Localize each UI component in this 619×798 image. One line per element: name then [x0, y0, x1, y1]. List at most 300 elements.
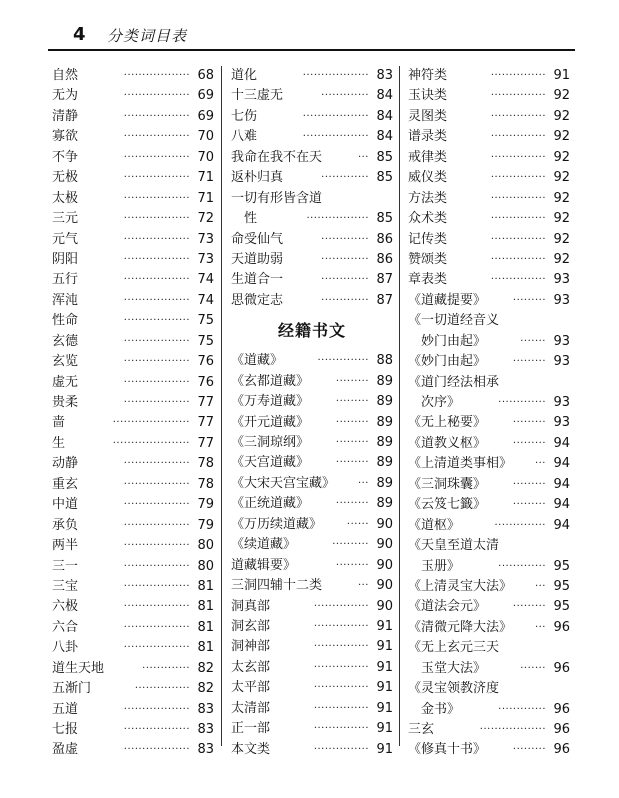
index-entry — [408, 127, 570, 147]
entry-page-number: 96 — [553, 660, 570, 676]
entry-page-number: 77 — [197, 395, 214, 410]
entry-term: 七伤 — [231, 108, 258, 124]
leader-dots: ········· — [512, 744, 546, 756]
entry-term: 洞真部 — [231, 598, 271, 614]
index-entry — [231, 740, 393, 760]
entry-page-number: 91 — [376, 639, 393, 655]
index-entry — [231, 617, 393, 637]
entry-page-number: 94 — [553, 476, 570, 492]
index-entry — [408, 107, 570, 127]
entry-term: 命受仙气 — [231, 231, 284, 247]
index-entry — [52, 373, 214, 393]
entry-page-number: 91 — [376, 659, 393, 675]
entry-page-number: 93 — [553, 292, 570, 308]
entry-page-number: 69 — [197, 88, 214, 104]
entry-term: 谱录类 — [408, 129, 448, 145]
entry-page-number: 90 — [376, 537, 393, 553]
leader-dots: ········· — [335, 416, 369, 428]
entry-term: 正一部 — [231, 721, 271, 737]
entry-page-number: 69 — [197, 108, 214, 124]
entry-term: 《三洞珠囊》 — [408, 476, 487, 492]
entry-page-number: 89 — [376, 496, 393, 512]
entry-page-number: 93 — [553, 354, 570, 370]
entry-page-number: 92 — [553, 170, 570, 186]
entry-page-number: 82 — [197, 681, 214, 697]
entry-term: 性命 — [52, 313, 79, 329]
leader-dots: ·················· — [123, 519, 190, 531]
entry-term: 三洞四辅十二类 — [231, 578, 323, 594]
entry-term: 太清部 — [231, 700, 271, 716]
entry-term: 三宝 — [52, 578, 79, 594]
leader-dots: ··············· — [313, 723, 369, 735]
entry-page-number: 76 — [197, 374, 214, 390]
index-entry — [231, 351, 393, 371]
index-entry — [408, 659, 570, 679]
index-entry — [231, 189, 393, 209]
entry-term: 《续道藏》 — [231, 537, 297, 553]
entry-page-number: 70 — [197, 129, 214, 145]
entry-page-number: 91 — [553, 68, 570, 83]
entry-page-number: 96 — [553, 722, 570, 737]
index-entry — [52, 618, 214, 638]
entry-term: 《妙门由起》 — [408, 354, 487, 370]
entry-page-number: 72 — [197, 211, 214, 227]
entry-page-number: 87 — [376, 292, 393, 308]
entry-term: 《开元道藏》 — [231, 414, 310, 430]
entry-term: 《清微元降大法》 — [408, 619, 513, 635]
entry-page-number: 83 — [197, 742, 214, 758]
leader-dots: ············· — [321, 90, 369, 102]
index-entry — [231, 250, 393, 270]
entry-page-number: 71 — [197, 170, 214, 186]
index-entry — [408, 311, 570, 331]
entry-term: 次序》 — [408, 395, 461, 410]
index-entry — [52, 434, 214, 454]
index-entry — [408, 434, 570, 454]
entry-page-number: 94 — [553, 517, 570, 533]
index-entry — [231, 453, 393, 473]
entry-term: 玄德 — [52, 333, 79, 349]
entry-term: 道生天地 — [52, 660, 105, 676]
entry-page-number: 92 — [553, 108, 570, 124]
entry-page-number: 70 — [197, 149, 214, 165]
leader-dots: ··············· — [490, 151, 546, 163]
index-entry — [408, 148, 570, 168]
index-entry — [408, 557, 570, 577]
entry-term: 三玄 — [408, 722, 435, 737]
entry-term: 贵柔 — [52, 395, 79, 410]
entry-page-number: 90 — [376, 516, 393, 532]
entry-page-number: 81 — [197, 640, 214, 656]
leader-dots: ·················· — [123, 540, 190, 552]
leader-dots: ··············· — [490, 274, 546, 286]
entry-page-number: 81 — [197, 619, 214, 635]
leader-dots: ·················· — [123, 253, 190, 265]
index-entry — [52, 638, 214, 658]
entry-term: 太玄部 — [231, 659, 271, 675]
index-entry — [231, 719, 393, 739]
entry-page-number: 90 — [376, 578, 393, 594]
leader-dots: ····················· — [112, 437, 190, 449]
entry-page-number: 89 — [376, 394, 393, 410]
entry-term: 《三洞琼纲》 — [231, 435, 310, 450]
entry-term: 六合 — [52, 619, 79, 635]
entry-term: 《道藏提要》 — [408, 292, 487, 308]
entry-page-number: 82 — [197, 660, 214, 676]
entry-term: 生道合一 — [231, 272, 284, 288]
leader-dots: ············· — [498, 703, 546, 715]
index-entry — [231, 127, 393, 147]
entry-page-number: 92 — [553, 129, 570, 145]
entry-term: 重玄 — [52, 476, 79, 492]
header-rule — [48, 49, 575, 51]
entry-page-number: 79 — [197, 517, 214, 533]
index-entry — [231, 597, 393, 617]
entry-term: 虚无 — [52, 374, 79, 390]
index-entry — [52, 516, 214, 536]
entry-term: 众术类 — [408, 211, 448, 227]
entry-term: 五道 — [52, 701, 79, 717]
index-entry — [231, 494, 393, 514]
entry-term: 两半 — [52, 538, 79, 554]
entry-page-number: 89 — [376, 373, 393, 389]
leader-dots: ············· — [321, 233, 369, 245]
entry-page-number: 85 — [376, 170, 393, 186]
index-entry — [52, 557, 214, 577]
index-entry — [52, 720, 214, 740]
entry-term: 盈虚 — [52, 742, 79, 758]
index-entry — [408, 454, 570, 474]
entry-page-number: 94 — [553, 497, 570, 513]
page-header — [55, 22, 575, 48]
leader-dots: ······· — [520, 662, 546, 674]
leader-dots: ··· — [357, 151, 369, 163]
leader-dots: ········· — [335, 457, 369, 469]
entry-term: 威仪类 — [408, 170, 448, 186]
index-entry — [408, 679, 570, 699]
entry-term: 玉诀类 — [408, 88, 448, 104]
leader-dots: ········· — [335, 375, 369, 387]
entry-page-number: 92 — [553, 251, 570, 267]
index-entry — [52, 597, 214, 617]
leader-dots: ·················· — [123, 458, 190, 470]
entry-term: 清静 — [52, 108, 79, 124]
leader-dots: ··············· — [490, 131, 546, 143]
entry-term: 玉堂大法》 — [408, 660, 487, 676]
index-entry — [231, 392, 393, 412]
index-entry — [231, 658, 393, 678]
index-entry — [52, 475, 214, 495]
index-entry — [408, 291, 570, 311]
entry-term: 《无上秘要》 — [408, 415, 487, 431]
entry-page-number: 85 — [376, 211, 393, 227]
index-entry — [52, 107, 214, 127]
index-entry — [408, 86, 570, 106]
index-entry — [231, 291, 393, 311]
index-entry — [231, 515, 393, 535]
entry-term: 道化 — [231, 68, 258, 83]
leader-dots: ··· — [357, 580, 369, 592]
entry-term: 章表类 — [408, 272, 448, 288]
leader-dots: ·················· — [123, 642, 190, 654]
entry-term: 《万寿道藏》 — [231, 394, 310, 410]
leader-dots: ·················· — [123, 376, 190, 388]
leader-dots: ············· — [321, 253, 369, 265]
entry-term: 动静 — [52, 456, 79, 472]
entry-term: 不争 — [52, 149, 79, 165]
index-entry — [52, 413, 214, 433]
leader-dots: ·········· — [332, 539, 369, 551]
leader-dots: ·················· — [123, 356, 190, 368]
entry-page-number: 96 — [553, 742, 570, 758]
entry-term: 《道枢》 — [408, 517, 461, 533]
leader-dots: ·················· — [302, 70, 369, 81]
entry-page-number: 91 — [376, 680, 393, 696]
index-entry — [408, 393, 570, 413]
index-entry — [408, 536, 570, 556]
entry-page-number: 83 — [197, 722, 214, 737]
leader-dots: ·················· — [123, 233, 190, 245]
entry-term: 七报 — [52, 722, 79, 737]
leader-dots: ········· — [335, 559, 369, 571]
entry-page-number: 91 — [376, 700, 393, 716]
index-entry — [52, 66, 214, 86]
leader-dots: ·················· — [123, 499, 190, 511]
leader-dots: ·············· — [494, 519, 546, 531]
index-entry — [52, 86, 214, 106]
index-entry — [408, 597, 570, 617]
entry-term: 寡欲 — [52, 129, 79, 145]
entry-page-number: 92 — [553, 231, 570, 247]
entry-page-number: 85 — [376, 149, 393, 165]
leader-dots: ··· — [357, 477, 369, 489]
leader-dots: ··············· — [313, 702, 369, 714]
entry-term: 八难 — [231, 129, 258, 145]
entry-term: 承负 — [52, 517, 79, 533]
index-entry — [408, 720, 570, 740]
index-entry — [231, 270, 393, 290]
entry-page-number: 94 — [553, 435, 570, 451]
index-entry — [408, 740, 570, 760]
index-entry — [231, 556, 393, 576]
entry-term: 《云笈七籤》 — [408, 497, 487, 513]
index-entry — [52, 291, 214, 311]
leader-dots: ·················· — [123, 213, 190, 225]
entry-page-number: 81 — [197, 599, 214, 615]
index-entry — [408, 209, 570, 229]
leader-dots: ··············· — [134, 683, 190, 695]
entry-page-number: 91 — [376, 741, 393, 757]
index-entry — [408, 168, 570, 188]
index-entry — [52, 393, 214, 413]
leader-dots: ··············· — [490, 233, 546, 245]
entry-term: 思微定志 — [231, 292, 284, 308]
leader-dots: ··· — [534, 621, 546, 633]
entry-page-number: 71 — [197, 190, 214, 206]
index-entry — [231, 576, 393, 596]
index-entry — [231, 86, 393, 106]
index-entry — [231, 678, 393, 698]
entry-page-number: 76 — [197, 354, 214, 370]
entry-page-number: 86 — [376, 231, 393, 247]
index-entry — [408, 577, 570, 597]
entry-term: 《道法会元》 — [408, 599, 487, 615]
leader-dots: ·················· — [123, 621, 190, 633]
leader-dots: ··············· — [490, 213, 546, 225]
index-entry — [408, 413, 570, 433]
index-entry — [52, 209, 214, 229]
index-entry — [408, 495, 570, 515]
entry-term: 《天皇至道太清 — [408, 538, 500, 554]
leader-dots: ·················· — [123, 294, 190, 306]
leader-dots: ··············· — [313, 620, 369, 632]
leader-dots: ··············· — [490, 192, 546, 204]
leader-dots: ········· — [512, 601, 546, 613]
index-entry — [52, 659, 214, 679]
entry-page-number: 84 — [376, 129, 393, 145]
entry-term: 无极 — [52, 170, 79, 186]
entry-page-number: 74 — [197, 292, 214, 308]
entry-term: 《大宋天宫宝藏》 — [231, 475, 336, 491]
index-entry — [408, 332, 570, 352]
entry-term: 生 — [52, 435, 66, 451]
entry-page-number: 89 — [376, 435, 393, 450]
entry-page-number: 77 — [197, 415, 214, 431]
leader-dots: ········· — [512, 499, 546, 511]
index-entry — [52, 148, 214, 168]
entry-term: 八卦 — [52, 640, 79, 656]
index-entry — [231, 433, 393, 453]
index-entry — [231, 148, 393, 168]
leader-dots: ·················· — [123, 70, 190, 81]
leader-dots: ··· — [534, 458, 546, 470]
entry-page-number: 84 — [376, 88, 393, 104]
entry-page-number: 92 — [553, 211, 570, 227]
index-entry — [52, 189, 214, 209]
index-entry — [408, 189, 570, 209]
leader-dots: ············· — [321, 294, 369, 306]
index-entry — [231, 699, 393, 719]
entry-term: 返朴归真 — [231, 170, 284, 186]
entry-term: 性 — [231, 211, 258, 227]
index-entry — [52, 700, 214, 720]
entry-page-number: 92 — [553, 88, 570, 104]
index-entry — [408, 475, 570, 495]
entry-term: 自然 — [52, 68, 79, 83]
entry-page-number: 93 — [553, 272, 570, 288]
leader-dots: ··· — [534, 580, 546, 592]
entry-term: 道藏辑要》 — [231, 557, 297, 573]
section-heading: 经籍书文 — [277, 321, 346, 341]
entry-page-number: 74 — [197, 272, 214, 288]
leader-dots: ········· — [335, 396, 369, 408]
entry-term: 赞颂类 — [408, 251, 448, 267]
entry-page-number: 79 — [197, 497, 214, 513]
leader-dots: ·················· — [123, 131, 190, 143]
leader-dots: ·················· — [123, 192, 190, 204]
leader-dots: ·················· — [123, 744, 190, 756]
index-entry — [52, 577, 214, 597]
entry-term: 《灵宝领教济度 — [408, 681, 500, 697]
entry-term: 妙门由起》 — [408, 333, 487, 349]
leader-dots: ·················· — [123, 315, 190, 327]
entry-page-number: 83 — [197, 701, 214, 717]
leader-dots: ··············· — [313, 682, 369, 694]
index-column-2 — [231, 66, 393, 760]
leader-dots: ········· — [512, 478, 546, 490]
leader-dots: ·················· — [123, 335, 190, 347]
entry-term: 五渐门 — [52, 681, 92, 697]
entry-page-number: 83 — [376, 68, 393, 83]
entry-page-number: 95 — [553, 578, 570, 594]
column-divider — [221, 66, 222, 746]
entry-term: 太平部 — [231, 680, 271, 696]
entry-term: 方法类 — [408, 190, 448, 206]
index-entry — [408, 373, 570, 393]
index-entry — [408, 66, 570, 86]
entry-term: 《玄都道藏》 — [231, 373, 310, 389]
entry-term: 《天宫道藏》 — [231, 455, 310, 471]
entry-term: 戒律类 — [408, 149, 448, 165]
index-entry — [231, 107, 393, 127]
entry-term: 本文类 — [231, 741, 271, 757]
index-entry — [231, 637, 393, 657]
entry-page-number: 80 — [197, 538, 214, 554]
entry-page-number: 68 — [197, 68, 214, 83]
entry-page-number: 75 — [197, 313, 214, 329]
entry-page-number: 90 — [376, 557, 393, 573]
leader-dots: ·················· — [123, 274, 190, 286]
leader-dots: ················· — [306, 213, 369, 225]
entry-page-number: 95 — [553, 558, 570, 574]
column-divider — [399, 66, 400, 746]
index-entry — [52, 352, 214, 372]
index-entry — [231, 535, 393, 555]
entry-term: 《无上玄元三天 — [408, 640, 500, 656]
leader-dots: ············· — [321, 172, 369, 184]
leader-dots: ········· — [335, 498, 369, 510]
leader-dots: ·················· — [123, 580, 190, 592]
leader-dots: ··············· — [490, 90, 546, 102]
index-entry — [231, 66, 393, 86]
entry-term: 无为 — [52, 88, 79, 104]
leader-dots: ·················· — [479, 724, 546, 735]
leader-dots: ·················· — [123, 560, 190, 572]
index-entry — [52, 250, 214, 270]
index-entry — [408, 230, 570, 250]
entry-page-number: 87 — [376, 272, 393, 288]
entry-term: 我命在我不在天 — [231, 149, 323, 165]
entry-page-number: 91 — [376, 618, 393, 634]
leader-dots: ········· — [512, 356, 546, 368]
leader-dots: ··············· — [490, 253, 546, 265]
leader-dots: ·················· — [123, 172, 190, 184]
index-entry — [231, 209, 393, 229]
leader-dots: ········· — [335, 437, 369, 448]
entry-term: 阴阳 — [52, 251, 79, 267]
entry-term: 《修真十书》 — [408, 742, 487, 758]
entry-term: 玉册》 — [408, 558, 461, 574]
entry-page-number: 89 — [376, 455, 393, 471]
entry-term: 十三虚无 — [231, 88, 284, 104]
leader-dots: ·················· — [302, 110, 369, 122]
index-entry — [231, 413, 393, 433]
leader-dots: ······ — [346, 518, 369, 530]
entry-term: 灵图类 — [408, 108, 448, 124]
entry-term: 天道助弱 — [231, 251, 284, 267]
entry-page-number: 96 — [553, 619, 570, 635]
page-title: 分类词目表 — [107, 27, 188, 45]
